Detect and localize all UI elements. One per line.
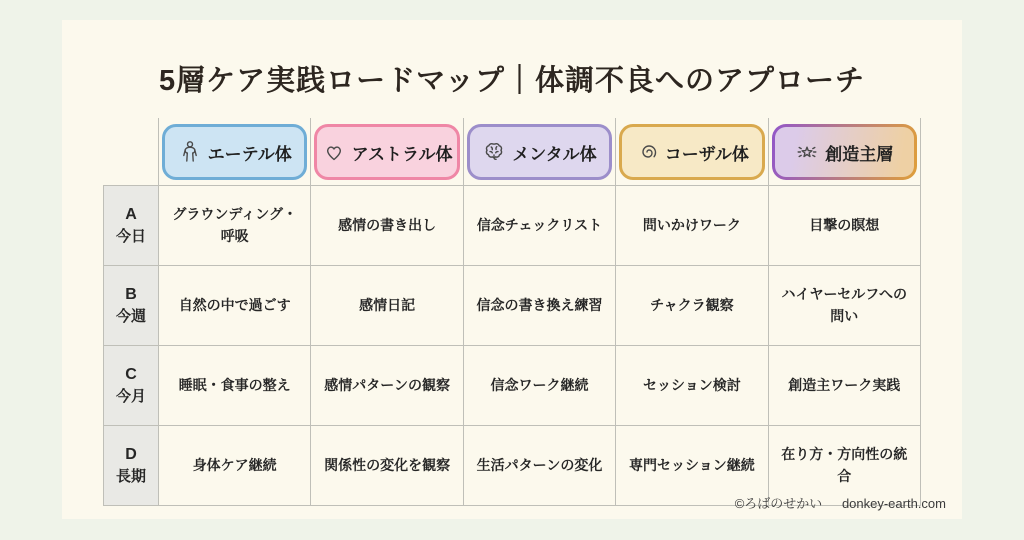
cell: 問いかけワーク (616, 186, 768, 266)
cell: 身体ケア継続 (159, 426, 311, 506)
cell: 感情日記 (311, 266, 463, 346)
column-label: 創造主層 (825, 144, 894, 164)
cell: セッション検討 (616, 346, 768, 426)
column-header-astral (311, 118, 463, 186)
stage-period: 今日 (115, 228, 146, 246)
column-header-etheric (159, 118, 311, 186)
cell: 生活パターンの変化 (463, 426, 615, 506)
spiral-icon (635, 140, 659, 164)
sparkle-icon (795, 140, 819, 164)
cell: 信念チェックリスト (463, 186, 615, 266)
cell: グラウンディング・呼吸 (159, 186, 311, 266)
page-title: 5層ケア実践ロードマップ｜体調不良へのアプローチ (159, 65, 865, 97)
site-url: donkey-earth.com (841, 496, 946, 511)
infographic-card (62, 20, 962, 519)
cell: 信念ワーク継続 (463, 346, 615, 426)
cell: ハイヤーセルフへの問い (768, 266, 920, 346)
stage-period: 今週 (115, 308, 146, 326)
header-row (104, 118, 921, 186)
heart-icon (322, 140, 346, 164)
stage-letter: A (125, 206, 137, 224)
row-header-d (104, 426, 159, 506)
column-header-mental (463, 118, 615, 186)
causal-pill (619, 124, 764, 180)
cell: 信念の書き換え練習 (463, 266, 615, 346)
cell: 感情パターンの観察 (311, 346, 463, 426)
cell: 自然の中で過ごす (159, 266, 311, 346)
astral-pill (314, 124, 459, 180)
table-row-b (104, 266, 921, 346)
table-row-a (104, 186, 921, 266)
row-header-a (104, 186, 159, 266)
body-icon (178, 139, 202, 165)
cell: 創造主ワーク実践 (768, 346, 920, 426)
roadmap-table (103, 118, 921, 506)
cell: 目撃の瞑想 (768, 186, 920, 266)
brain-icon (482, 140, 506, 164)
column-label: メンタル体 (512, 144, 597, 164)
row-header-b (104, 266, 159, 346)
row-header-c (104, 346, 159, 426)
column-header-causal (616, 118, 768, 186)
cell: チャクラ観察 (616, 266, 768, 346)
stage-letter: D (125, 446, 137, 464)
cell: 専門セッション継続 (616, 426, 768, 506)
cell: 感情の書き出し (311, 186, 463, 266)
etheric-pill (162, 124, 307, 180)
stage-letter: C (125, 366, 137, 384)
footer (735, 493, 946, 512)
cell: 在り方・方向性の統合 (768, 426, 920, 506)
cell: 関係性の変化を観察 (311, 426, 463, 506)
column-header-creator (768, 118, 920, 186)
corner-cell (104, 118, 159, 186)
stage-letter: B (125, 286, 137, 304)
copyright-text: ©ろばのせかい (734, 496, 823, 511)
stage-period: 長期 (115, 468, 146, 486)
creator-pill (772, 124, 917, 180)
mental-pill (467, 124, 612, 180)
column-label: コーザル体 (664, 144, 749, 164)
cell: 睡眠・食事の整え (159, 346, 311, 426)
column-label: アストラル体 (351, 144, 453, 164)
table-row-c (104, 346, 921, 426)
column-label: エーテル体 (207, 144, 292, 164)
stage-period: 今月 (115, 388, 146, 406)
